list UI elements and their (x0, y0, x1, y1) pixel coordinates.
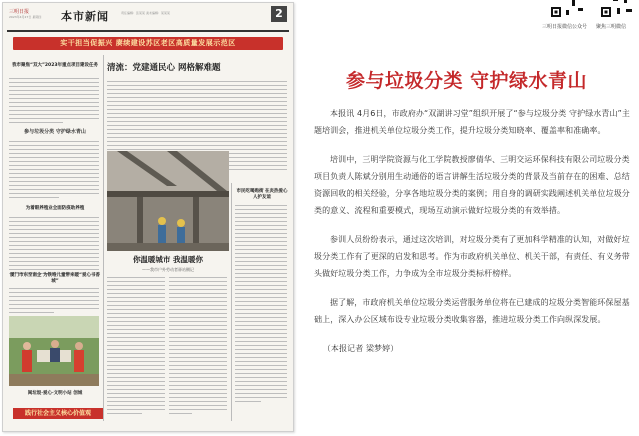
article-title: 参与垃圾分类 守护绿水青山 (345, 70, 588, 92)
column2-text-block (107, 277, 165, 417)
qr-label-2: 聚焦三明微信 (596, 24, 627, 30)
newspaper-logo: 三明日报 (9, 9, 30, 15)
construction-workers-photo (107, 151, 229, 251)
section-title: 本市新闻 (61, 10, 109, 23)
page-number-badge: 2 (271, 6, 287, 22)
column1-headline-5[interactable]: 闽垃圾·爱心·文明小站 创城 (27, 391, 83, 396)
qr-code-icon (550, 0, 586, 18)
qr-block-wechat-official[interactable] (542, 0, 594, 30)
red-banner: 实干担当促振兴 赓续建设苏区老区高质量发展示范区 (13, 37, 283, 50)
column1-headline-4[interactable]: 厦门市东至南企 为铁咯儿童带来暖“爱心书香城” (9, 273, 101, 284)
article-paragraph: 本报讯 4月6日，市政府办“双湖讲习堂”组织开展了“参与垃圾分类 守护绿水青山”主题培训会，推进机关单位垃圾分类工作，提升垃圾分类知晓率、覆盖率和准确率。 (314, 109, 630, 135)
newspaper-page-thumbnail[interactable] (2, 2, 294, 432)
core-values-ad-strip: 践行社会主义核心价值观 (13, 408, 103, 419)
article-paragraph: 培训中，三明学院资源与化工学院教授廖倩华、三明交运环保科技有限公司垃圾分类项目负责人陈斌分别用生动通俗的语言讲解生活垃圾分类的背景及当前存在的困难、总结资源回收的相关经验，分享各地垃圾分类的案例；用自身的调研实践阐述机关单位垃圾分类的意义、流程和重要模式，现场互动演示做好垃圾分类的有效举措。 (314, 155, 630, 215)
column1-text-block (9, 217, 99, 277)
column1-headline-3[interactable]: 为着眼养殖业全面防疫助养殖 (25, 206, 85, 211)
newspaper-date: 2023年4月27日 星期四 (9, 15, 42, 19)
article-paragraph: 参训人员纷纷表示，通过这次培训，对垃圾分类有了更加科学精准的认知，对做好垃圾分类工作有了更深的启发和思考。作为市政府机关单位、机关干部，有责任、有义务带头做好垃圾分类工作，力争成为全市垃圾分类标杆榜样。 (314, 235, 630, 278)
editor-info: 责任编辑：张某某 美术编辑：某某某 (121, 11, 170, 15)
article-body (314, 105, 631, 369)
photo-story-subtitle: ——我市户外劳动者驿站侧记 (142, 267, 194, 272)
qr-label-1: 三明日报微信公众号 (542, 24, 588, 30)
volunteers-photo (9, 316, 99, 386)
masthead-rule (7, 30, 289, 32)
article-byline: （本报记者 梁梦婷） (322, 344, 399, 353)
column2-text-block (169, 277, 227, 417)
qr-code-icon (600, 0, 636, 18)
column-divider (103, 55, 104, 421)
column3-headline[interactable]: 市民吃喝购街 在炎热爱心人护友谊 (236, 189, 288, 200)
article-paragraph: 据了解，市政府机关单位垃圾分类运营服务单位将在已建成的垃圾分类智能环保屋基础上，深入办公区域布设专业垃圾分类收集容器，推进垃圾分类工作向纵深发展。 (314, 298, 630, 324)
column-divider (231, 183, 232, 421)
column1-text-block (9, 141, 99, 201)
qr-block-wechat-focus[interactable] (596, 0, 639, 30)
column2-headline[interactable]: 清流：党建通民心 网格解难题 (107, 63, 221, 73)
column1-headline-1[interactable]: 我市聚焦“双大”2023年重点项目建设任务 (12, 63, 98, 68)
column1-headline-article[interactable]: 参与垃圾分类 守护绿水青山 (24, 129, 86, 135)
photo-story-title[interactable]: 你温暖城市 我温暖你 (132, 255, 204, 264)
column1-text-block (9, 78, 99, 126)
column1-text-block (9, 288, 99, 316)
column3-text-block (235, 205, 287, 405)
